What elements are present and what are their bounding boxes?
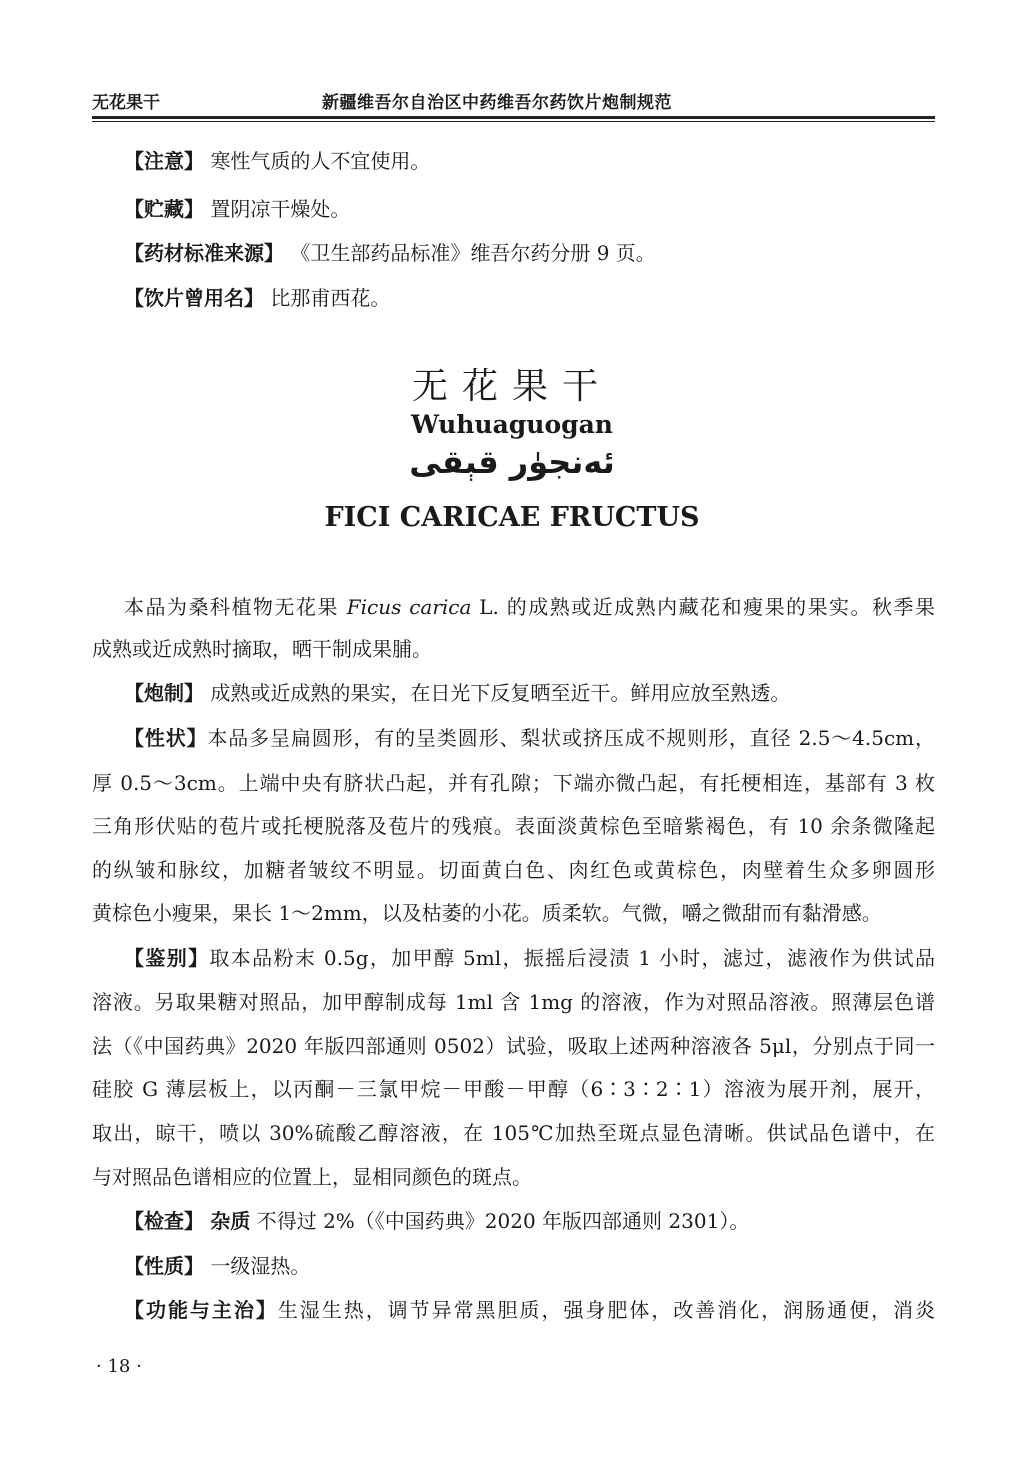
- intro-text-b: L. 的成熟或近成熟内藏花和瘦果的果实。秋季果: [471, 595, 936, 619]
- entry-title-pinyin: Wuhuaguogan: [411, 410, 613, 439]
- intro-latin-name: Ficus carica: [346, 595, 472, 619]
- former-name-line: [124, 285, 935, 311]
- identification-line-6: 与对照品色谱相应的位置上，显相同颜色的斑点。: [92, 1165, 532, 1189]
- inspection-item: 杂质: [210, 1209, 251, 1233]
- description-tag: 【性状】: [124, 726, 208, 750]
- caution-tag: 【注意】: [124, 149, 204, 173]
- nature-text: 一级湿热。: [210, 1254, 311, 1278]
- nature-tag: 【性质】: [124, 1254, 204, 1278]
- entry-title-chinese: 无花果干: [411, 366, 612, 407]
- function-text: 生湿生热，调节异常黑胆质，强身肥体，改善消化，润肠通便，消炎: [277, 1298, 936, 1322]
- header-entry-name: 无花果干: [92, 93, 160, 113]
- source-tag: 【药材标准来源】: [124, 241, 284, 265]
- processing-tag: 【炮制】: [124, 681, 204, 705]
- source-line: [124, 240, 935, 266]
- header-rule-thick: [92, 116, 935, 119]
- identification-line-4: 硅胶 G 薄层板上，以丙酮－三氯甲烷－甲酸－甲醇（6∶3∶2∶1）溶液为展开剂，展开，: [92, 1077, 935, 1101]
- description-line-1: [124, 725, 935, 751]
- description-line-3: 三角形伏贴的苞片或托梗脱落及苞片的残痕。表面淡黄棕色至暗紫褐色，有 10 余条微隆起: [92, 814, 935, 838]
- description-line-4: 的纵皱和脉纹，加糖者皱纹不明显。切面黄白色、肉红色或黄棕色，肉壁着生众多卵圆形: [92, 858, 935, 882]
- identification-line-2: 溶液。另取果糖对照品，加甲醇制成每 1ml 含 1mg 的溶液，作为对照品溶液。照薄层色谱: [92, 990, 935, 1014]
- storage-text: 置阴凉干燥处。: [210, 197, 351, 221]
- function-tag: 【功能与主治】: [124, 1298, 278, 1322]
- storage-tag: 【贮藏】: [124, 197, 204, 221]
- header-rule-thin: [92, 121, 935, 122]
- inspection-line: [124, 1208, 935, 1234]
- nature-line: [124, 1253, 935, 1279]
- inspection-tag: 【检查】: [124, 1209, 204, 1233]
- identification-line-3: 法（《中国药典》2020 年版四部通则 0502）试验，吸取上述两种溶液各 5μl，分别点于同一: [92, 1034, 935, 1058]
- entry-title-uyghur: ئەنجۈر قېقى: [409, 443, 615, 481]
- intro-text-a: 本品为桑科植物无花果: [124, 595, 347, 619]
- storage-line: [124, 196, 935, 222]
- intro-line-2: 成熟或近成熟时摘取，晒干制成果脯。: [92, 637, 432, 661]
- identification-text-1: 取本品粉末 0.5g，加甲醇 5ml，振摇后浸渍 1 小时，滤过，滤液作为供试品: [209, 946, 935, 970]
- processing-line: [124, 680, 935, 706]
- description-line-5: 黄棕色小瘦果，果长 1～2mm，以及枯萎的小花。质柔软。气微，嚼之微甜而有黏滑感。: [92, 901, 882, 925]
- description-line-2: 厚 0.5～3cm。上端中央有脐状凸起，并有孔隙；下端亦微凸起，有托梗相连，基部有 3 枚: [92, 771, 935, 795]
- source-text: 《卫生部药品标准》维吾尔药分册 9 页。: [290, 241, 656, 265]
- processing-text: 成熟或近成熟的果实，在日光下反复晒至近干。鲜用应放至熟透。: [210, 681, 791, 705]
- page-number: · 18 ·: [96, 1356, 142, 1377]
- entry-title-latin: FICI CARICAE FRUCTUS: [324, 502, 700, 533]
- header-book-title: 新疆维吾尔自治区中药维吾尔药饮片炮制规范: [322, 93, 672, 113]
- identification-line-1: [124, 945, 935, 971]
- description-text-1: 本品多呈扁圆形，有的呈类圆形、梨状或挤压成不规则形，直径 2.5～4.5cm，: [207, 726, 936, 750]
- identification-tag: 【鉴别】: [124, 946, 210, 970]
- running-header: [92, 88, 935, 114]
- inspection-text: 不得过 2%（《中国药典》2020 年版四部通则 2301）。: [256, 1209, 750, 1233]
- intro-line-1: [124, 594, 935, 620]
- function-line: [124, 1297, 935, 1323]
- former-name-tag: 【饮片曾用名】: [124, 286, 264, 310]
- caution-line: [124, 148, 935, 174]
- identification-line-5: 取出，晾干，喷以 30%硫酸乙醇溶液，在 105℃加热至斑点显色清晰。供试品色谱中，在: [92, 1121, 935, 1145]
- former-name-text: 比那甫西花。: [270, 286, 391, 310]
- caution-text: 寒性气质的人不宜使用。: [210, 149, 431, 173]
